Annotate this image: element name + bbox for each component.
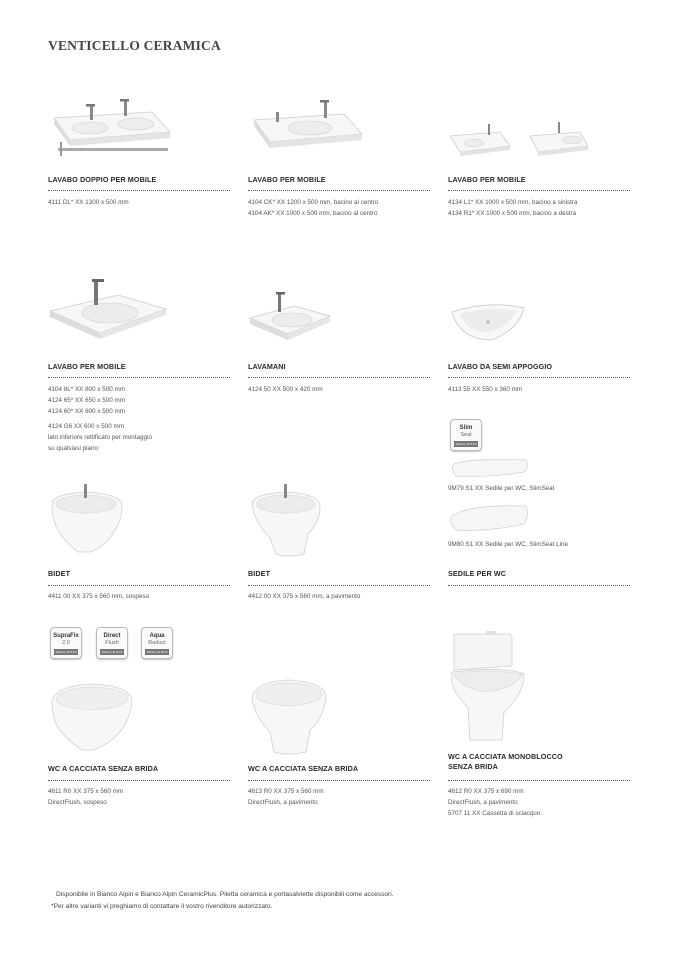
badge-label: Slim — [459, 425, 473, 431]
code-line: 4613 R0 XX 375 x 560 mm — [248, 788, 324, 795]
code-line: 4412 00 XX 375 x 560 mm, a pavimento — [248, 593, 361, 600]
double-washbasin-image — [48, 92, 173, 164]
code-line: 4612 R0 XX 375 x 690 mm — [448, 788, 524, 795]
code-line: 4104 CK* XX 1200 x 500 mm, bacino al centro — [248, 199, 379, 206]
code-line: 5707 11 XX Cassetta di sciacquo — [448, 810, 541, 817]
heading-line: WC A CACCIATA MONOBLOCCO — [448, 752, 563, 761]
dotted-rule — [248, 585, 430, 586]
dotted-rule — [448, 377, 630, 378]
dotted-rule — [248, 377, 430, 378]
badge-brand: Villeroy & Boch — [455, 442, 477, 446]
dotted-rule — [48, 377, 230, 378]
heading-line: SENZA BRIDA — [448, 762, 498, 771]
floor-bidet-image — [248, 482, 324, 562]
dotted-rule — [248, 190, 430, 191]
dotted-rule — [248, 780, 430, 781]
floor-wc-image — [248, 674, 328, 760]
product-codes — [48, 591, 149, 602]
product-heading: LAVAMANI — [248, 362, 286, 371]
product-heading: LAVABO DA SEMI APPOGGIO — [448, 362, 553, 371]
product-heading — [448, 752, 563, 772]
code-line: DirectFlush, a pavimento — [248, 799, 318, 806]
aquareduct-badge — [141, 627, 173, 659]
product-heading: BIDET — [48, 569, 71, 578]
washbasin-left-right-image — [448, 118, 588, 168]
directflush-badge — [96, 627, 128, 659]
product-codes-extra — [48, 421, 152, 454]
code-line: 4411 00 XX 375 x 560 mm, sospeso — [48, 593, 150, 600]
badge-brand: Villeroy & Boch — [55, 650, 77, 654]
wall-hung-wc-image — [48, 678, 134, 760]
code-line: 4111 DL* XX 1300 x 500 mm — [48, 199, 129, 206]
page-title: VENTICELLO CERAMICA — [48, 38, 221, 53]
dotted-rule — [448, 780, 630, 781]
badge-sublabel: 2.0 — [62, 640, 70, 646]
seat-caption: 9M79 S1 XX Sedile per WC, SlimSeat — [448, 485, 555, 492]
suprafix-badge — [50, 627, 82, 659]
slimseat-image — [448, 456, 532, 482]
washbasin-800-image — [48, 275, 168, 345]
badge-sublabel: Flush — [105, 640, 119, 646]
product-heading: SEDILE PER WC — [448, 569, 507, 578]
seat-caption: 9M80 S1 XX Sedile per WC, SlimSeat Line — [448, 541, 569, 548]
slimseat-badge — [450, 419, 482, 451]
code-line: 4104 8L* XX 800 x 500 mm — [48, 386, 126, 393]
product-codes — [48, 197, 129, 208]
badge-label: SupraFix — [53, 633, 79, 639]
washbasin-1200-image — [248, 96, 366, 166]
code-line: 4124 G6 XX 600 x 500 mm — [48, 423, 124, 430]
product-codes — [448, 384, 522, 395]
code-line: su qualsiasi piano — [48, 445, 99, 452]
close-coupled-wc-image — [446, 628, 526, 746]
footnote-variants: *Per altre varianti vi preghiamo di contattare il vostro rivenditore autorizzato. — [51, 903, 273, 910]
product-heading: BIDET — [248, 569, 271, 578]
badge-sublabel: Reduct — [148, 640, 166, 646]
dotted-rule — [48, 585, 230, 586]
code-line: 4134 L1* XX 1000 x 500 mm, bacino a sinistra — [448, 199, 578, 206]
code-line: DirectFlush, a pavimento — [448, 799, 518, 806]
product-codes — [248, 197, 378, 219]
wall-hung-bidet-image — [48, 482, 126, 562]
product-codes — [448, 786, 540, 819]
badge-brand: Villeroy & Boch — [101, 650, 123, 654]
product-codes — [248, 384, 323, 395]
product-codes — [48, 384, 125, 417]
code-line: lato inferiore rettificato per montaggio — [48, 434, 152, 441]
product-heading: LAVABO PER MOBILE — [448, 175, 526, 184]
dotted-rule — [448, 585, 630, 586]
code-line: 4104 AK* XX 1000 x 500 mm, bacino al centro — [248, 210, 378, 217]
dotted-rule — [48, 190, 230, 191]
product-heading: WC A CACCIATA SENZA BRIDA — [248, 764, 359, 773]
product-codes — [448, 197, 578, 219]
code-line: 4124 60* XX 600 x 500 mm — [48, 408, 126, 415]
product-heading: LAVABO PER MOBILE — [48, 362, 126, 371]
product-heading: LAVABO PER MOBILE — [248, 175, 326, 184]
code-line: 4113 55 XX 550 x 360 mm — [448, 386, 523, 393]
product-heading: WC A CACCIATA SENZA BRIDA — [48, 764, 159, 773]
code-line: 4124 50 XX 500 x 420 mm — [248, 386, 323, 393]
product-codes — [248, 786, 324, 808]
badge-brand: Villeroy & Boch — [146, 650, 168, 654]
code-line: 4134 R1* XX 1000 x 500 mm, bacino a destra — [448, 210, 577, 217]
product-codes — [248, 591, 360, 602]
code-line: 4611 R0 XX 375 x 560 mm — [48, 788, 124, 795]
badge-label: Aqua — [149, 633, 165, 639]
hand-washbasin-image — [248, 288, 332, 346]
code-line: DirectFlush, sospeso — [48, 799, 107, 806]
dotted-rule — [48, 780, 230, 781]
product-heading: LAVABO DOPPIO PER MOBILE — [48, 175, 157, 184]
code-line: 4124 65* XX 650 x 500 mm — [48, 397, 126, 404]
slimseat-line-image — [448, 502, 532, 534]
badge-label: Direct — [103, 633, 121, 639]
dotted-rule — [448, 190, 630, 191]
badge-sublabel: Seat — [460, 432, 472, 438]
footnote-availability: Disponibile in Bianco Alpin e Bianco Alpin CeramicPlus. Piletta ceramica e portasalviette disponibili come accessori. — [56, 891, 394, 898]
semi-recessed-washbasin-image — [448, 300, 528, 346]
product-codes — [48, 786, 123, 808]
